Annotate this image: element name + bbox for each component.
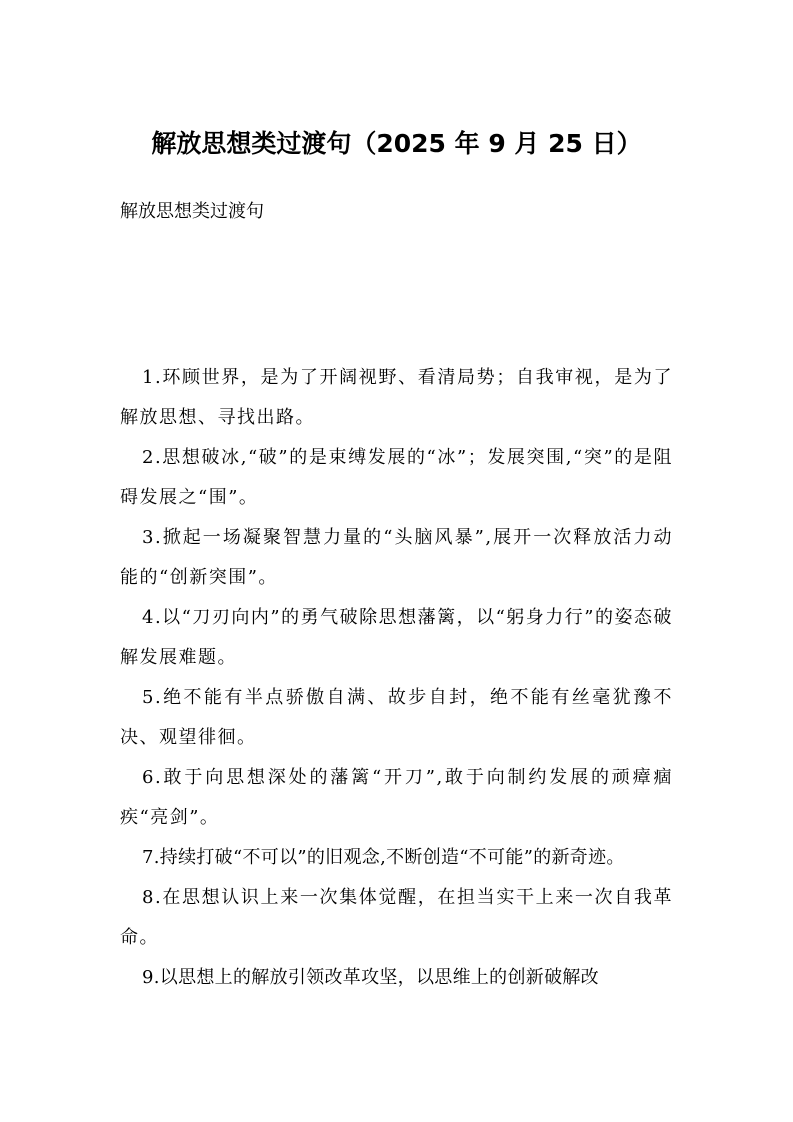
document-title: 解放思想类过渡句（2025 年 9 月 25 日） [151, 129, 642, 158]
document-subtitle: 解放思想类过渡句 [120, 201, 264, 222]
paragraph-2: 2.思想破冰,“破”的是束缚发展的“冰”；发展突围,“突”的是阻碍发展之“围”。 [120, 447, 673, 508]
paragraph-5: 5.绝不能有半点骄傲自满、故步自封，绝不能有丝毫犹豫不决、观望徘徊。 [120, 687, 673, 748]
paragraph-6: 6.敢于向思想深处的藩篱“开刀”,敢于向制约发展的顽瘴痼疾“亮剑”。 [120, 767, 673, 828]
paragraph-8: 8.在思想认识上来一次集体觉醒，在担当实干上来一次自我革命。 [120, 887, 673, 948]
paragraph-1: 1.环顾世界，是为了开阔视野、看清局势；自我审视，是为了解放思想、寻找出路。 [120, 367, 673, 428]
paragraph-4: 4.以“刀刃向内”的勇气破除思想藩篱，以“躬身力行”的姿态破解发展难题。 [120, 607, 673, 668]
paragraph-7: 7.持续打破“不可以”的旧观念,不断创造“不可能”的新奇迹。 [142, 847, 625, 868]
paragraph-3: 3.掀起一场凝聚智慧力量的“头脑风暴”,展开一次释放活力动能的“创新突围”。 [120, 527, 673, 588]
paragraph-list [120, 358, 673, 998]
paragraph-9: 9.以思想上的解放引领改革攻坚，以思维上的创新破解改 [142, 967, 599, 988]
